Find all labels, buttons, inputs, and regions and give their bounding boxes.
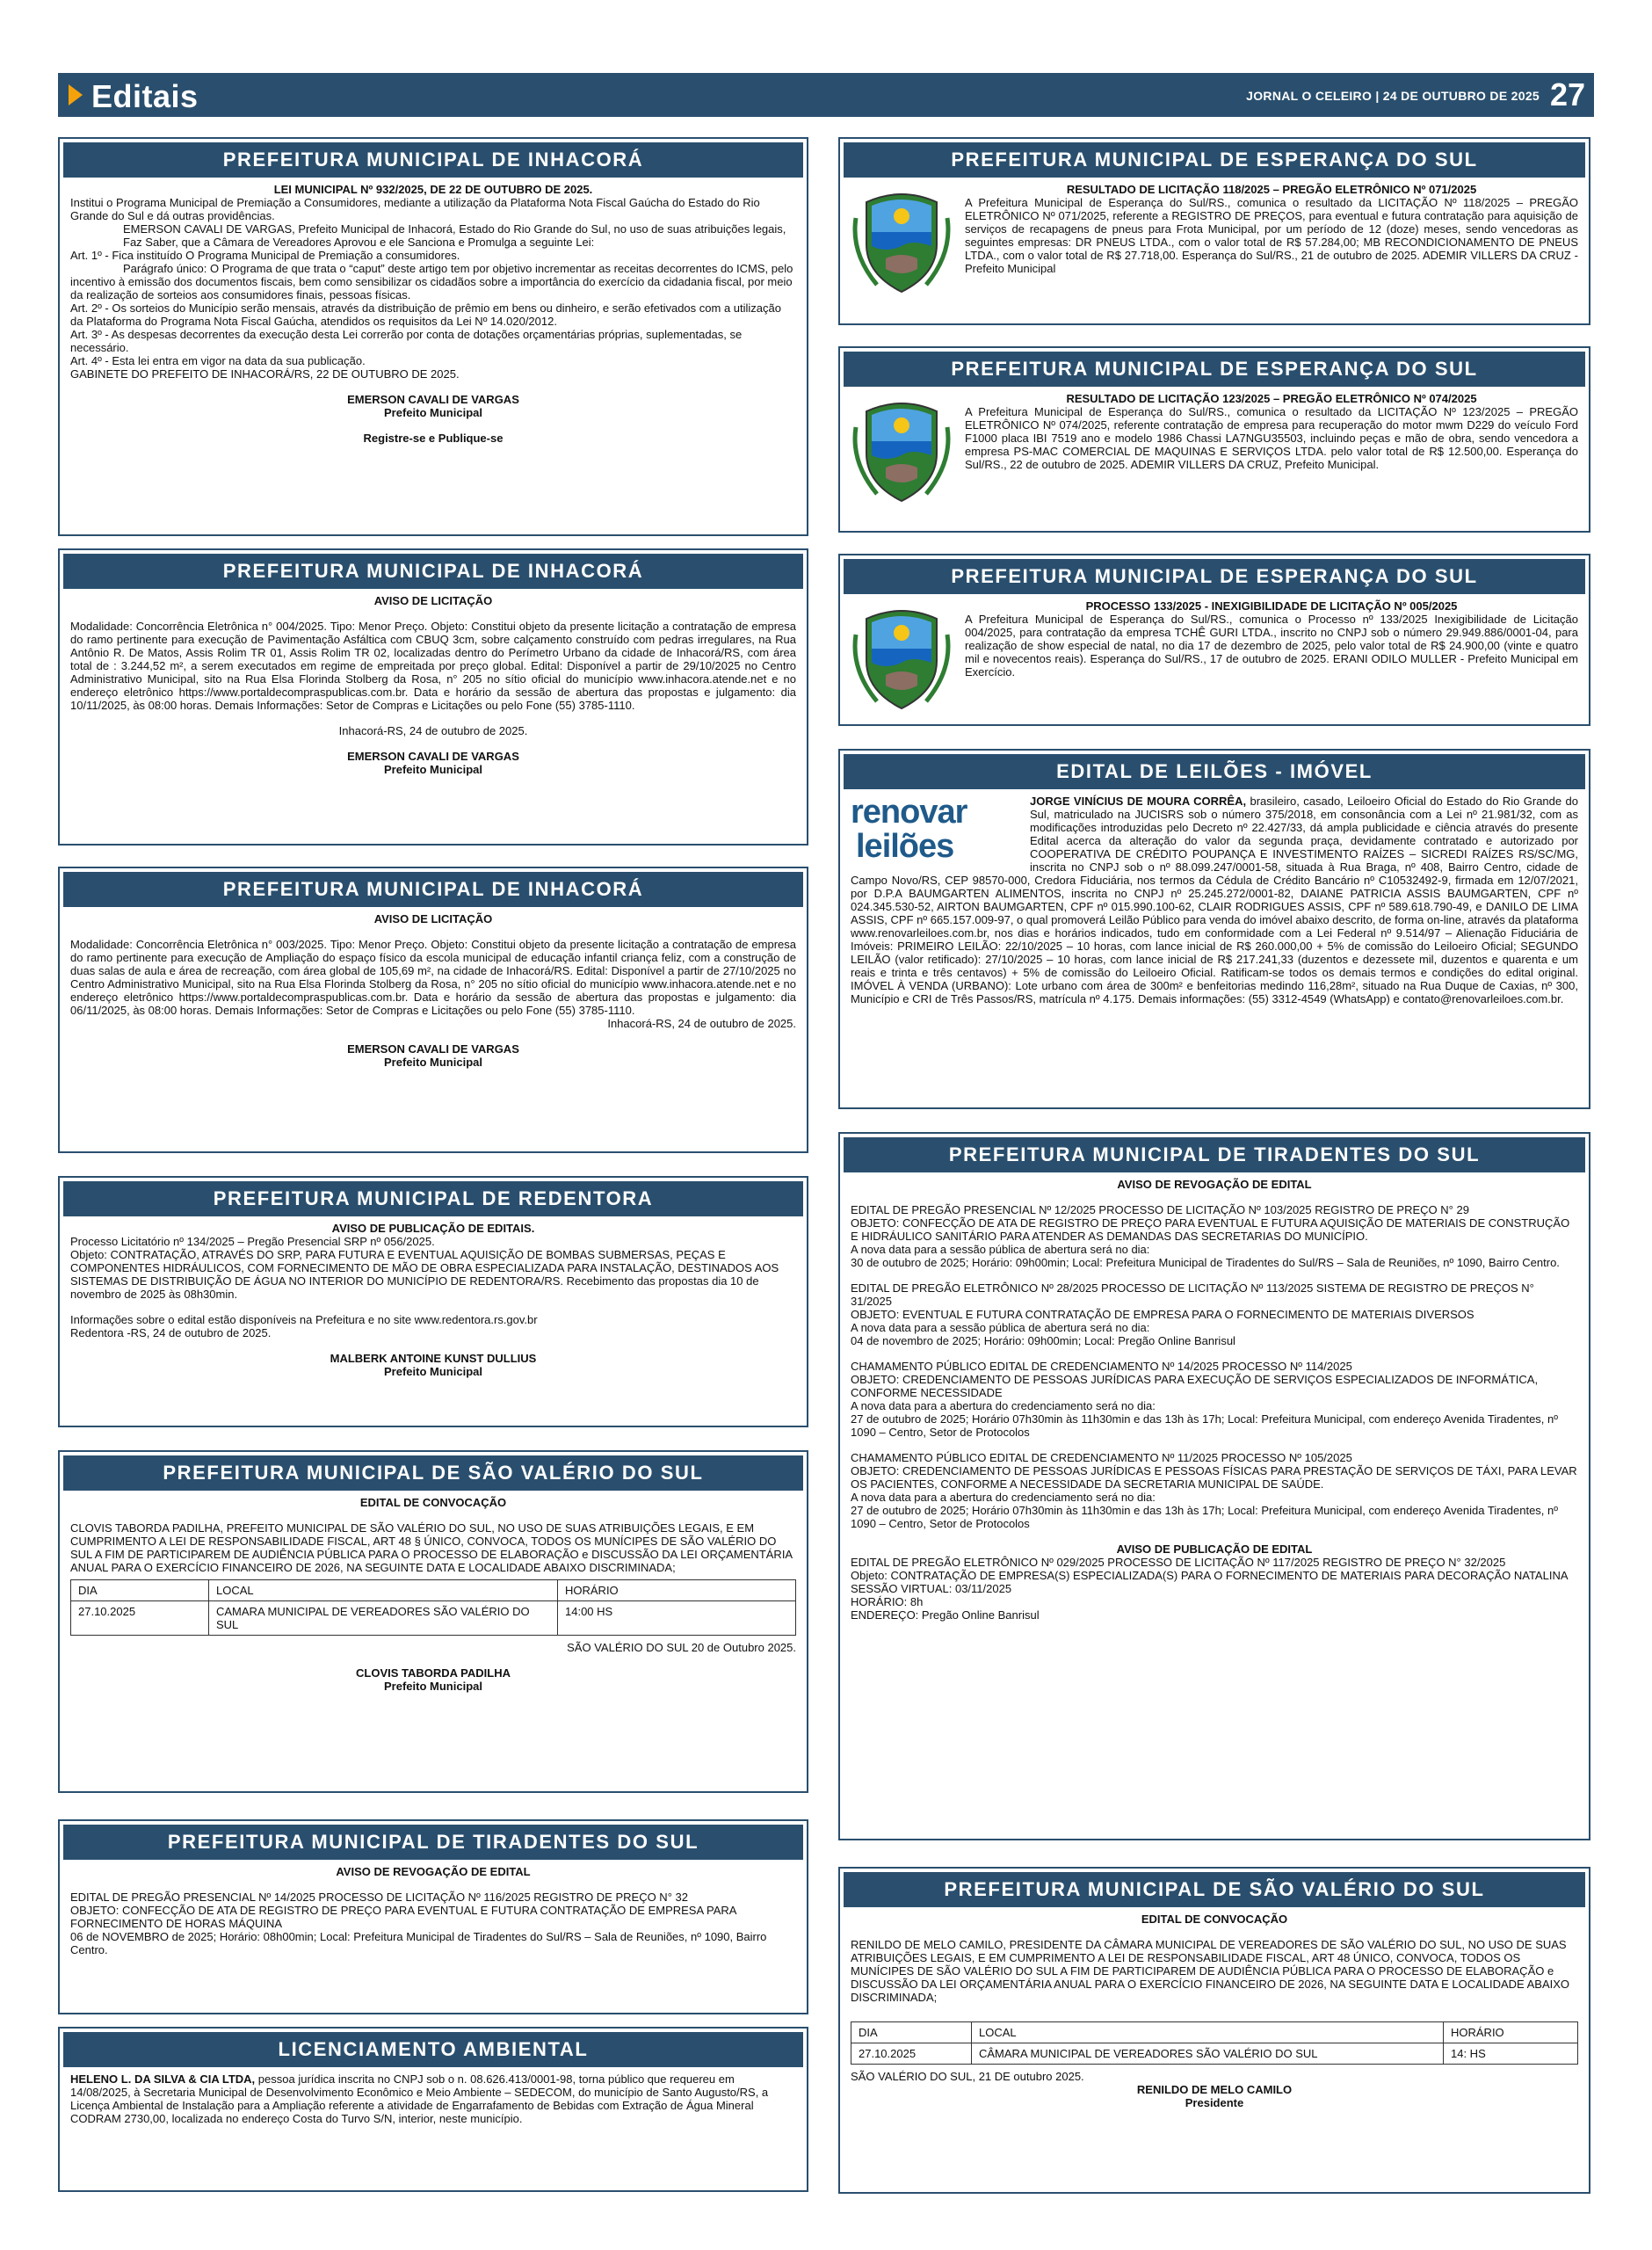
notice-line: A nova data para a abertura do credenciamento será no dia: bbox=[851, 1491, 1156, 1504]
notice-line: OBJETO: EVENTUAL E FUTURA CONTRATAÇÃO DE EMPRESA PARA O FORNECIMENTO DE MATERIAIS DIVERSOS bbox=[851, 1308, 1474, 1321]
notice-line: 27 de outubro de 2025; Horário 07h30min às 11h30min e das 13h às 17h; Local: Prefeitura Municipal, com endereço Avenida Tiradentes, nº 1090 – Centro, Setor de Protocolos bbox=[851, 1412, 1559, 1439]
notice-line: Art. 4º - Esta lei entra em vigor na data da sua publicação. bbox=[70, 354, 366, 367]
notice-title: PREFEITURA MUNICIPAL DE TIRADENTES DO SUL bbox=[63, 1825, 803, 1860]
logo-word-1: renovar bbox=[851, 794, 967, 831]
notice-title: PREFEITURA MUNICIPAL DE INHACORÁ bbox=[63, 554, 803, 589]
notice-line: HORÁRIO: 8h bbox=[851, 1595, 924, 1608]
table-header: HORÁRIO bbox=[1444, 2022, 1578, 2043]
table-header: HORÁRIO bbox=[558, 1580, 796, 1601]
municipal-crest-icon bbox=[851, 599, 956, 715]
notice-line: EMERSON CAVALI DE VARGAS, Prefeito Municipal de Inhacorá, Estado do Rio Grande do Sul, no uso de suas atribuições legais, bbox=[123, 222, 786, 236]
schedule-table bbox=[70, 1579, 796, 1636]
notice-heading: AVISO DE LICITAÇÃO bbox=[373, 912, 493, 925]
notice-line: OBJETO: CONFECÇÃO DE ATA DE REGISTRO DE PREÇO PARA EVENTUAL E FUTURA CONTRATAÇÃO DE EMPRESA PARA FORNECIMENTO DE HORAS MÁQUINA bbox=[70, 1904, 736, 1930]
notice-line: A nova data para a sessão pública de abertura será no dia: bbox=[851, 1321, 1150, 1334]
notice-line: 30 de outubro de 2025; Horário: 09h00min; Local: Prefeitura Municipal de Tiradentes do Sul/RS – Sala de Reuniões, nº 1090, Bairro Centro. bbox=[851, 1256, 1560, 1269]
notice-line: A nova data para a abertura do credenciamento será no dia: bbox=[851, 1399, 1156, 1412]
notice-inhacora-lei bbox=[58, 137, 808, 536]
signatory-role: Prefeito Municipal bbox=[384, 1680, 482, 1693]
notice-tiradentes-right bbox=[838, 1132, 1590, 1840]
notice-line: EDITAL DE PREGÃO ELETRÔNICO Nº 029/2025 PROCESSO DE LICITAÇÃO Nº 117/2025 REGISTRO DE PREÇO N° 32/2025 bbox=[851, 1556, 1506, 1569]
notice-line: OBJETO: CREDENCIAMENTO DE PESSOAS JURÍDICAS PARA EXECUÇÃO DE SERVIÇOS ESPECIALIZADOS DE INFORMÁTICA, CONFORME NECESSIDADE bbox=[851, 1373, 1539, 1399]
signatory-role: Prefeito Municipal bbox=[384, 1365, 482, 1378]
table-cell: CÂMARA MUNICIPAL DE VEREADORES SÃO VALÉRIO DO SUL bbox=[972, 2043, 1444, 2065]
notice-text: CLOVIS TABORDA PADILHA, PREFEITO MUNICIPAL DE SÃO VALÉRIO DO SUL, NO USO DE SUAS ATRIBUIÇÕES LEGAIS, E EM CUMPRIMENTO A LEI DE RESPONSABILIDADE FISCAL, ART 48 § ÚNICO, CONVOCA, TODOS OS MUNÍCIPES DE SÃO VALÉRIO DO SUL A FIM DE PARTICIPAREM DE AUDIÊNCIA PÚBLICA PARA O PROCESSO DE ELABORAÇÃO e DISCUSSÃO DA LEI ORÇAMENTÁRIA ANUAL PARA O EXERCÍCIO FINANCEIRO DE 2026, NA SEGUINTE DATA E LOCALIDADE ABAIXO DISCRIMINADA; bbox=[70, 1521, 793, 1574]
notice-heading: AVISO DE PUBLICAÇÃO DE EDITAIS. bbox=[331, 1222, 535, 1235]
notice-inhacora-licitacao-4 bbox=[58, 548, 808, 846]
signatory-name: CLOVIS TABORDA PADILHA bbox=[356, 1666, 511, 1680]
table-cell: CAMARA MUNICIPAL DE VEREADORES SÃO VALÉRIO DO SUL bbox=[209, 1601, 558, 1636]
table-header: DIA bbox=[851, 2022, 972, 2043]
notice-line: Faz Saber, que a Câmara de Vereadores Aprovou e ele Sanciona e Promulga a seguinte Lei: bbox=[123, 236, 595, 249]
play-arrow-icon bbox=[69, 84, 83, 105]
notice-heading: AVISO DE REVOGAÇÃO DE EDITAL bbox=[1117, 1178, 1312, 1191]
page-number: 27 bbox=[1549, 76, 1585, 112]
municipal-crest-icon bbox=[851, 183, 956, 299]
notice-heading: EDITAL DE CONVOCAÇÃO bbox=[359, 1496, 507, 1509]
notice-esperanca-3 bbox=[838, 554, 1590, 726]
page-header bbox=[58, 73, 1594, 117]
notice-line: Redentora -RS, 24 de outubro de 2025. bbox=[70, 1326, 272, 1339]
table-header: LOCAL bbox=[972, 2022, 1444, 2043]
notice-redentora bbox=[58, 1176, 808, 1427]
notice-line: GABINETE DO PREFEITO DE INHACORÁ/RS, 22 DE OUTUBRO DE 2025. bbox=[70, 367, 460, 381]
notice-heading: AVISO DE REVOGAÇÃO DE EDITAL bbox=[336, 1865, 531, 1878]
table-header: DIA bbox=[71, 1580, 209, 1601]
notice-heading: AVISO DE LICITAÇÃO bbox=[373, 594, 493, 607]
table-cell: 14: HS bbox=[1444, 2043, 1578, 2065]
signatory-role: Prefeito Municipal bbox=[384, 406, 482, 419]
notice-sao-valerio-camara bbox=[838, 1867, 1590, 2194]
notice-licenciamento bbox=[58, 2027, 808, 2192]
auctioneer-name: JORGE VINÍCIUS DE MOURA CORRÊA, bbox=[1030, 795, 1247, 808]
notice-title: LICENCIAMENTO AMBIENTAL bbox=[63, 2032, 803, 2067]
signatory-name: MALBERK ANTOINE KUNST DULLIUS bbox=[330, 1352, 537, 1365]
notice-line: SESSÃO VIRTUAL: 03/11/2025 bbox=[851, 1582, 1012, 1595]
notice-date: SÃO VALÉRIO DO SUL 20 de Outubro 2025. bbox=[567, 1641, 796, 1654]
notice-text: A Prefeitura Municipal de Esperança do Sul/RS., comunica o resultado da LICITAÇÃO Nº 118/2025 – PREGÃO ELETRÔNICO Nº 071/2025, referente a REGISTRO DE PREÇOS, para eventual e futura contratação para aquisição de serviços de recapagens de pneus para Frota Municipal, por um período de 12 (doze) meses, sendo vencedoras as seguintes empresas: DR PNEUS LTDA., com o valor total de R$ 57.284,00; MB RECONDICIONAMENTO DE PNEUS LTDA., com o valor total de R$ 27.718,00. Esperança do Sul/RS., 21 de outubro de 2025. ADEMIR VILLERS DA CRUZ - Prefeito Municipal bbox=[965, 196, 1578, 275]
notice-line: EDITAL DE PREGÃO PRESENCIAL Nº 14/2025 PROCESSO DE LICITAÇÃO Nº 116/2025 REGISTRO DE PREÇO N° 32 bbox=[70, 1891, 688, 1904]
notice-esperanca-2 bbox=[838, 346, 1590, 533]
notice-text: A Prefeitura Municipal de Esperança do Sul/RS., comunica o resultado da LICITAÇÃO Nº 123/2025 – PREGÃO ELETRÔNICO Nº 074/2025, referente contratação de empresa para recuperação do motor mwm D229 do veículo Ford F1000 placa IBI 7519 ano e modelo 1986 Chassi LA7NGU35503, incluindo peças e mão de obra, sendo vencedora a empresa PS-MAC COMERCIAL DE MAQUINAS E SERVIÇOS LTDA. pelo valor total de R$ 12.500,00. Esperança do Sul/RS., 22 de outubro de 2025. ADEMIR VILLERS DA CRUZ, Prefeito Municipal. bbox=[965, 405, 1578, 471]
notice-line: 04 de novembro de 2025; Horário: 09h00min; Local: Pregão Online Banrisul bbox=[851, 1334, 1235, 1347]
notice-line: A nova data para a sessão pública de abertura será no dia: bbox=[851, 1243, 1150, 1256]
renovar-leiloes-logo bbox=[851, 795, 1023, 865]
notice-line: OBJETO: CONFECÇÃO DE ATA DE REGISTRO DE PREÇO PARA EVENTUAL E FUTURA AQUISIÇÃO DE MATERIAIS DE CONSTRUÇÃO E HIDRÁULICO SANITÁRIO PARA ATENDER AS DEMANDAS DAS SECRETARIAS DO MUNICÍPIO. bbox=[851, 1216, 1570, 1243]
notice-title: PREFEITURA MUNICIPAL DE REDENTORA bbox=[63, 1181, 803, 1216]
notice-line: Art. 1º - Fica instituído O Programa Municipal de Premiação a consumidores. bbox=[70, 249, 460, 262]
notice-line: 27 de outubro de 2025; Horário 07h30min às 11h30min e das 13h às 17h; Local: Prefeitura Municipal, com endereço Avenida Tiradentes, nº 1090 – Centro, Setor de Protocolos bbox=[851, 1504, 1559, 1530]
notice-text: RENILDO DE MELO CAMILO, PRESIDENTE DA CÂMARA MUNICIPAL DE VEREADORES DE SÃO VALÉRIO DO SUL, NO USO DE SUAS ATRIBUIÇÕES LEGAIS, E EM CUMPRIMENTO A LEI DE RESPONSABILIDADE FISCAL, ART 48 ÚNICO, CONVOCA, TODOS OS MUNÍCIPES DE SÃO VALÉRIO DO SUL A FIM DE PARTICIPAREM DE AUDIÊNCIA PÚBLICA PARA O PROCESSO DE ELABORAÇÃO e DISCUSSÃO DA LEI ORÇAMENTÁRIA ANUAL PARA O EXERCÍCIO FINANCEIRO DE 2026, NA SEGUINTE DATA E LOCALIDADE ABAIXO DISCRIMINADA; bbox=[851, 1938, 1570, 2004]
notice-heading: EDITAL DE CONVOCAÇÃO bbox=[1141, 1912, 1288, 1926]
notice-text: Modalidade: Concorrência Eletrônica n° 004/2025. Tipo: Menor Preço. Objeto: Constitui objeto da presente licitação a contratação de empresa do ramo pertinente para execução de Pavimentação Asfáltica com CBUQ 3cm, sobre calçamento construído com pedras irregulares, na Rua Antônio R. De Matos, Assis Rolim TR 01, Assis Rolim TR 02, localizadas dentro do Perímetro Urbano da cidade de Inhacorá/RS, com área total de : 3.244,52 m², a serem executados em regime de empreitada por preço global. Edital: Disponível a partir de 29/10/2025 no Centro Administrativo Municipal, sito na Rua Elsa Florinda Stolberg da Rosa, n° 205 no sítio oficial do município www.inhacora.atende.net e no endereço eletrônico https://www.portaldecompraspublicas.com.br. Data e horário da sessão de abertura das propostas e julgamento: dia 10/11/2025, às 08:00 horas. Demais Informações: Setor de Compras e Licitações ou pelo Fone (55) 3785-1110. bbox=[70, 620, 796, 712]
notice-date: SÃO VALÉRIO DO SUL, 21 DE outubro 2025. bbox=[851, 2070, 1084, 2083]
signatory-role: Presidente bbox=[1185, 2096, 1244, 2109]
table-cell: 27.10.2025 bbox=[851, 2043, 972, 2065]
notice-sao-valerio bbox=[58, 1450, 808, 1793]
notice-line: OBJETO: CREDENCIAMENTO DE PESSOAS JURÍDICAS E PESSOAS FÍSICAS PARA PRESTAÇÃO DE SERVIÇOS DE TÁXI, PARA LEVAR OS PACIENTES, CONFORME A NECESSIDADE DA SECRETARIA MUNICIPAL DE SAÚDE. bbox=[851, 1464, 1577, 1491]
notice-title: PREFEITURA MUNICIPAL DE INHACORÁ bbox=[63, 872, 803, 907]
notice-heading: LEI MUNICIPAL Nº 932/2025, DE 22 DE OUTUBRO DE 2025. bbox=[273, 183, 593, 196]
notice-title: EDITAL DE LEILÕES - IMÓVEL bbox=[844, 754, 1585, 789]
schedule-table bbox=[851, 2021, 1578, 2065]
notice-inhacora-licitacao-3 bbox=[58, 867, 808, 1153]
notice-leiloes bbox=[838, 749, 1590, 1109]
notice-esperanca-1 bbox=[838, 137, 1590, 325]
notice-title: PREFEITURA MUNICIPAL DE SÃO VALÉRIO DO SUL bbox=[63, 1455, 803, 1491]
notice-title: PREFEITURA MUNICIPAL DE SÃO VALÉRIO DO SUL bbox=[844, 1872, 1585, 1907]
signatory-role: Prefeito Municipal bbox=[384, 763, 482, 776]
notice-text: Modalidade: Concorrência Eletrônica n° 003/2025. Tipo: Menor Preço. Objeto: Constitui objeto da presente licitação a contratação de empresa do ramo pertinente para execução de Ampliação do espaço físico da escola municipal de educação infantil criança feliz, com a construção de duas salas de aula e área de recreação, com área global de 105,69 m², na cidade de Inhacorá/RS. Edital: Disponível a partir de 27/10/2025 no Centro Administrativo Municipal, sito na Rua Elsa Florinda Stolberg da Rosa, n° 205 no sítio oficial do município www.inhacora.atende.net e no endereço eletrônico https://www.portaldecompraspublicas.com.br. Data e horário da sessão de abertura das propostas e julgamento: dia 06/11/2025, às 08:00 horas. Demais Informações: Setor de Compras e Licitações ou pelo Fone (55) 3785-1110. bbox=[70, 938, 796, 1017]
notice-heading: RESULTADO DE LICITAÇÃO 118/2025 – PREGÃO ELETRÔNICO Nº 071/2025 bbox=[1066, 183, 1477, 196]
notice-title: PREFEITURA MUNICIPAL DE TIRADENTES DO SUL bbox=[844, 1137, 1585, 1172]
notice-heading: RESULTADO DE LICITAÇÃO 123/2025 – PREGÃO ELETRÔNICO Nº 074/2025 bbox=[1066, 392, 1477, 405]
notice-line: Informações sobre o edital estão disponíveis na Prefeitura e no site www.redentora.rs.gov.br bbox=[70, 1313, 538, 1326]
signatory-name: RENILDO DE MELO CAMILO bbox=[1136, 2083, 1293, 2096]
logo-word-2: leilões bbox=[856, 828, 954, 865]
notice-text: brasileiro, casado, Leiloeiro Oficial do Estado do Rio Grande do Sul, matriculado na JUCISRS sob o número 375/2018, em consonância com a Lei nº 21.981/32, com as modificações introduzidas pelo Decreto nº 22.427/33, dá ampla publicidade e ciência através do presente Edital acerca da alteração do valor da segunda praça, devidamente contratado e autorizado por COOPERATIVA DE CRÉDITO POUPANÇA E INVESTIMENTO RAÍZES – SICREDI RAÍZES RS/SC/MG, inscrita no CNPJ sob o nº 88.099.247/0001-58, situada à Rua Braga, nº 408, Bairro Centro, cidade de Campo Novo/RS, CEP 98570-000, Credora Fiduciária, nos termos da Cédula de Crédito Bancário nº C10532492-9, firmada em 12/07/2021, por D.P.A BAUMGARTEN ALIMENTOS, inscrita no CNPJ nº 25.245.272/0001-82, DAIANE PATRICIA ASSIS BAUMGARTEN, CPF nº 024.345.530-52, AIRTON BAUMGARTEN, CPF nº 015.990.100-62, CLAIR RODRIGUES ASSIS, CPF nº 589.618.790-49, e DANILO DE LIMA ASSIS, CPF nº 665.157.009-97, o qual promoverá Leilão Público para venda do imóvel abaixo descrito, de forma on-line, através da plataforma www.renovarleiloes.com.br, nos dias e horários indicados, tudo em conformidade com a Lei Federal nº 9.514/97 – Alienação Fiduciária de Imóveis: PRIMEIRO LEILÃO: 22/10/2025 – 10 horas, com lance inicial de R$ 260.000,00 + 5% de comissão do Leiloeiro Oficial; SEGUNDO LEILÃO (valor retificado): 27/10/2025 – 10 horas, com lance inicial de R$ 217.241,33 (duzentos e dezessete mil, duzentos e quarenta e um reais e trinta e três centavos) + 5% de comissão do Leiloeiro Oficial. Ratificam-se todos os demais termos e condições do edital original. IMÓVEL À VENDA (URBANO): Lote urbano com área de 300m² e benfeitorias medindo 116,28m², situado na Rua Duque de Caxias, nº 300, Município e CRI de Três Passos/RS, matrícula nº 4.175. Demais informações: (55) 3312-4549 (WhatsApp) e contato@renovarleiloes.com.br. bbox=[851, 795, 1578, 1005]
signatory-name: EMERSON CAVALI DE VARGAS bbox=[347, 393, 519, 406]
notice-text: A Prefeitura Municipal de Esperança do Sul/RS., comunica o Processo nº 133/2025 Inexigibilidade de Licitação 004/2025, para contratação da empresa TCHÊ GURI LTDA., inscrito no CNPJ sob o número 29.949.886/0001-04, para realização de show especial de natal, no dia 17 de dezembro de 2025, pelo valor total de R$ 24.900,00 (vinte e quatro mil e novecentos reais). Esperança do Sul/RS., 17 de outubro de 2025. ERANI ODILO MULLER - Prefeito Municipal em Exercício. bbox=[965, 613, 1578, 679]
notice-line: EDITAL DE PREGÃO ELETRÔNICO Nº 28/2025 PROCESSO DE LICITAÇÃO Nº 113/2025 SISTEMA DE REGISTRO DE PREÇOS N° 31/2025 bbox=[851, 1281, 1534, 1308]
notice-line: 06 de NOVEMBRO de 2025; Horário: 08h00min; Local: Prefeitura Municipal de Tiradentes do Sul/RS – Sala de Reuniões, nº 1090, Bairro Centro. bbox=[70, 1930, 767, 1956]
notice-date: Inhacorá-RS, 24 de outubro de 2025. bbox=[607, 1017, 796, 1030]
notice-line: Art. 2º - Os sorteios do Município serão mensais, através da distribuição de prêmio em bens ou dinheiro, e serão efetivados com a utilização da Plataforma do Programa Nota Fiscal Gaúcha, atendidos os requisitos da Lei Nº 14.020/2012. bbox=[70, 301, 781, 328]
section-title: Editais bbox=[91, 78, 199, 114]
table-header: LOCAL bbox=[209, 1580, 558, 1601]
notice-line: EDITAL DE PREGÃO PRESENCIAL Nº 12/2025 PROCESSO DE LICITAÇÃO Nº 103/2025 REGISTRO DE PREÇO N° 29 bbox=[851, 1203, 1469, 1216]
notice-line: ENDEREÇO: Pregão Online Banrisul bbox=[851, 1608, 1040, 1622]
newspaper-date: JORNAL O CELEIRO | 24 DE OUTUBRO DE 2025 bbox=[1246, 89, 1540, 103]
signatory-name: EMERSON CAVALI DE VARGAS bbox=[347, 750, 519, 763]
notice-title: PREFEITURA MUNICIPAL DE INHACORÁ bbox=[63, 142, 803, 178]
notice-title: PREFEITURA MUNICIPAL DE ESPERANÇA DO SUL bbox=[844, 142, 1585, 178]
notice-line: Objeto: CONTRATAÇÃO, ATRAVÉS DO SRP, PARA FUTURA E EVENTUAL AQUISIÇÃO DE BOMBAS SUBMERSAS, PEÇAS E COMPONENTES HIDRÁULICOS, COM FORNECIMENTO DE MÃO DE OBRA ESPECIALIZADA PARA INSTALAÇÃO, DESTINADOS AOS SISTEMAS DE DISTRIBUIÇÃO DE ÁGUA NO INTERIOR DO MUNICÍPIO DE REDENTORA/RS. Recebimento das propostas dia 10 de novembro de 2025 às 08h30min. bbox=[70, 1248, 779, 1301]
notice-tiradentes-left bbox=[58, 1819, 808, 2014]
notice-date: Inhacorá-RS, 24 de outubro de 2025. bbox=[338, 724, 528, 737]
notice-line: Objeto: CONTRATAÇÃO DE EMPRESA(S) ESPECIALIZADA(S) PARA O FORNECIMENTO DE MATERIAIS PARA DECORAÇÃO NATALINA bbox=[851, 1569, 1569, 1582]
notice-title: PREFEITURA MUNICIPAL DE ESPERANÇA DO SUL bbox=[844, 559, 1585, 594]
notice-line: Institui o Programa Municipal de Premiação a Consumidores, mediante a utilização da Plataforma Nota Fiscal Gaúcha do Estado do Rio Grande do Sul e dá outras providências. bbox=[70, 196, 760, 222]
table-cell: 14:00 HS bbox=[558, 1601, 796, 1636]
company-name: HELENO L. DA SILVA & CIA LTDA, bbox=[70, 2072, 256, 2086]
notice-line: CHAMAMENTO PÚBLICO EDITAL DE CREDENCIAMENTO Nº 14/2025 PROCESSO Nº 114/2025 bbox=[851, 1360, 1352, 1373]
notice-line: CHAMAMENTO PÚBLICO EDITAL DE CREDENCIAMENTO Nº 11/2025 PROCESSO Nº 105/2025 bbox=[851, 1451, 1352, 1464]
table-cell: 27.10.2025 bbox=[71, 1601, 209, 1636]
notice-line: Art. 3º - As despesas decorrentes da execução desta Lei correrão por conta de dotações orçamentárias próprias, suplementadas, se necessário. bbox=[70, 328, 743, 354]
notice-heading: PROCESSO 133/2025 - INEXIGIBILIDADE DE LICITAÇÃO Nº 005/2025 bbox=[1085, 599, 1458, 613]
notice-line: Processo Licitatório nº 134/2025 – Pregão Presencial SRP nº 056/2025. bbox=[70, 1235, 435, 1248]
municipal-crest-icon bbox=[851, 392, 956, 508]
notice-title: PREFEITURA MUNICIPAL DE ESPERANÇA DO SUL bbox=[844, 352, 1585, 387]
notice-text: pessoa jurídica inscrita no CNPJ sob o n. 08.626.413/0001-98, torna público que requereu em 14/08/2025, à Secretaria Municipal de Desenvolvimento Econômico e Meio Ambiente – SEDECOM, do município de Santo Augusto/RS, a Licença Ambiental de Instalação para a Ampliação referente a atividade de Engarrafamento de Bebidas com Extração de Água Mineral CODRAM 2730,00, localizada no endereço Costa do Turvo S/N, interior, neste município. bbox=[70, 2072, 769, 2125]
signatory-name: EMERSON CAVALI DE VARGAS bbox=[347, 1042, 519, 1056]
notice-footer: Registre-se e Publique-se bbox=[363, 432, 504, 445]
notice-heading-2: AVISO DE PUBLICAÇÃO DE EDITAL bbox=[1116, 1542, 1313, 1556]
notice-line: Parágrafo único: O Programa de que trata o “caput” deste artigo tem por objetivo incrementar as receitas decorrentes do ICMS, pelo incentivo à emissão dos documentos fiscais, bem como sensibilizar os cidadãos sobre a importância do exercício da cidadania fiscal, por meio da realização de sorteios aos consumidores finais, pessoas físicas. bbox=[70, 262, 793, 301]
signatory-role: Prefeito Municipal bbox=[384, 1056, 482, 1069]
